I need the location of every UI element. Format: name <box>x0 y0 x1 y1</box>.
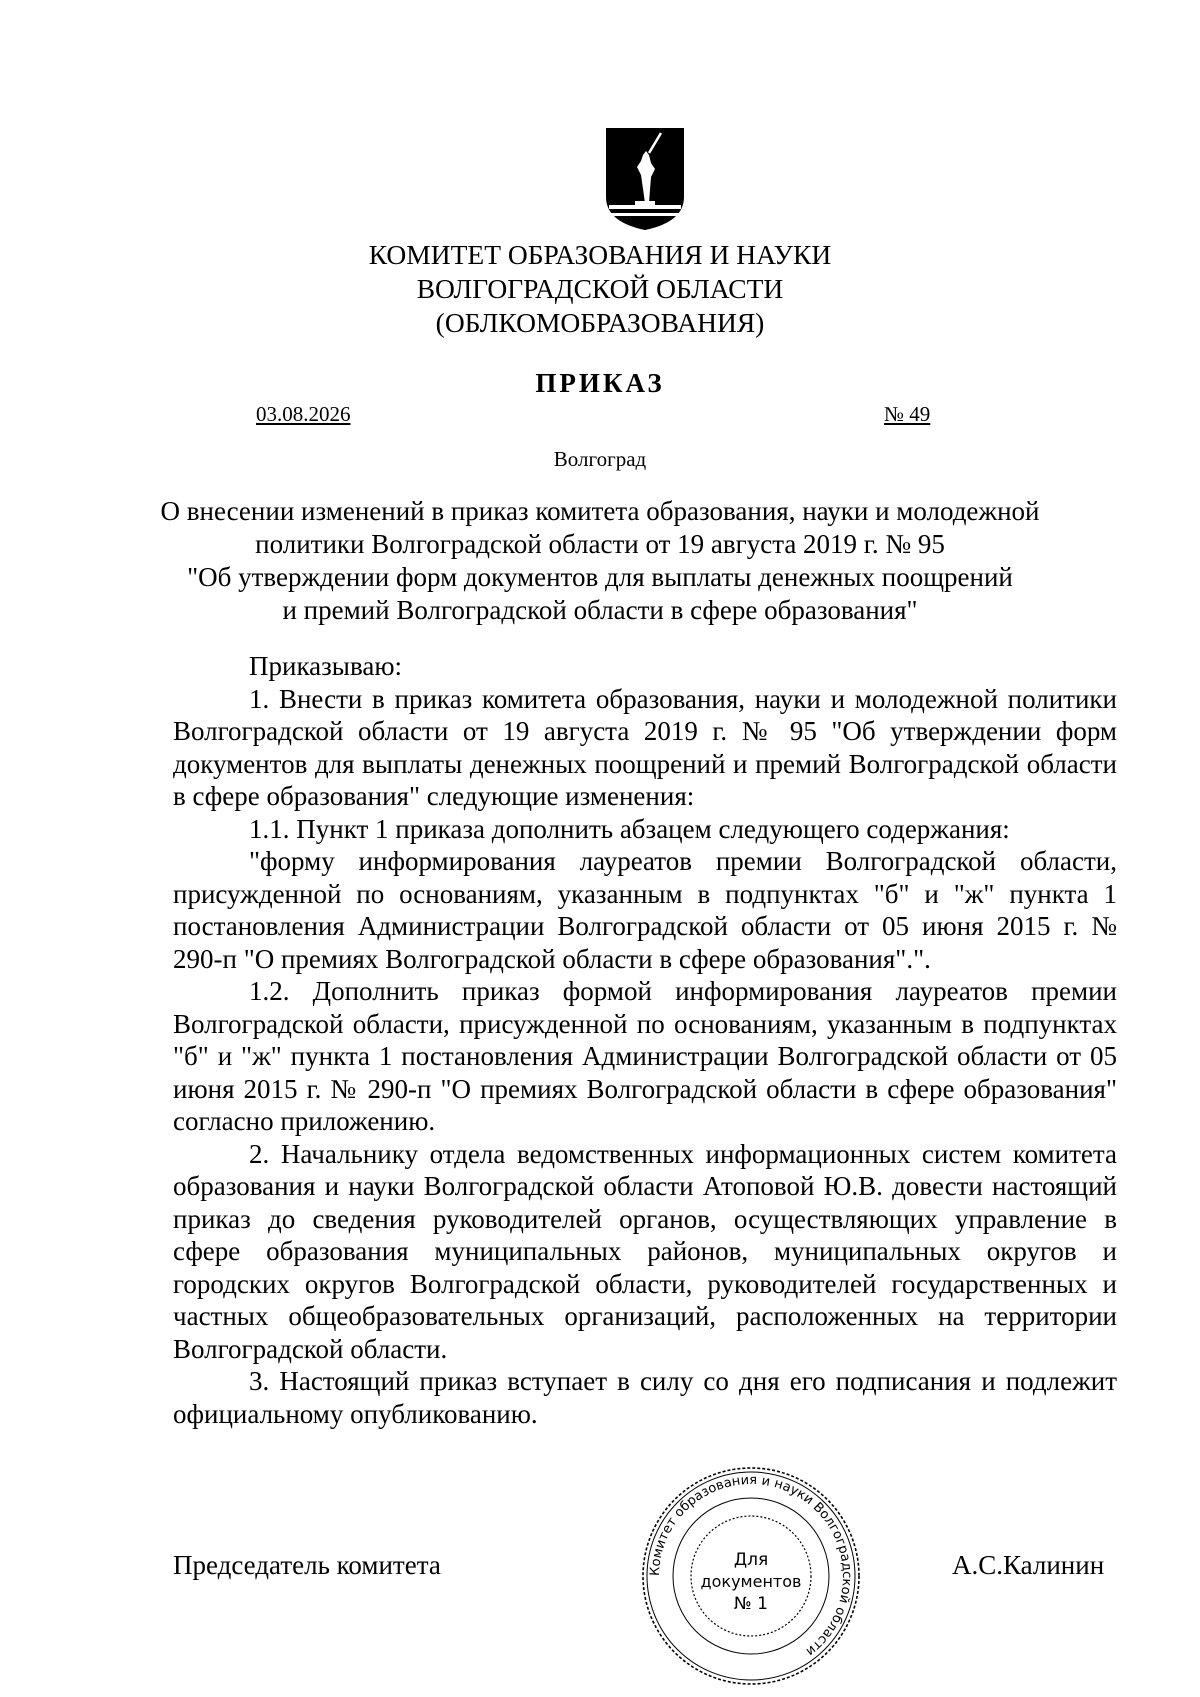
coat-of-arms-icon <box>605 127 685 231</box>
paragraph-order-intro: Приказываю: <box>249 651 402 681</box>
paragraph-2: 2. Начальнику отдела ведомственных информационных систем комитета образования и науки Волгоградской области Атоповой Ю.В. довести настоящий приказ до сведения руководителей органов, осуществляющих управление в сфере образования муниципальных районов, муниципальных округов и городских округов Волгоградской области, руководителей государственных и частных общеобразовательных организаций, расположенных на территории Волгоградской области. <box>173 1138 1117 1364</box>
document-type-title: ПРИКАЗ <box>535 368 665 398</box>
document-body <box>173 650 1117 1430</box>
stamp-center-line-1: Для <box>733 1550 769 1570</box>
org-line-2: ВОЛГОГРАДСКОЙ ОБЛАСТИ <box>416 273 784 304</box>
paragraph-3: 3. Настоящий приказ вступает в силу со дня его подписания и подлежит официальному опубликованию. <box>173 1366 1117 1429</box>
stamp-ring-text: Комитет образования и науки Волгоградской области <box>647 1472 855 1659</box>
document-subject <box>0 495 1200 627</box>
document-number: № 49 <box>884 402 931 426</box>
org-line-1: КОМИТЕТ ОБРАЗОВАНИЯ И НАУКИ <box>368 239 832 270</box>
subject-line-2: политики Волгоградской области от 19 августа 2019 г. № 95 <box>255 529 945 559</box>
signatory-name: А.С.Калинин <box>952 1550 1105 1580</box>
stamp-center-line-2: документов <box>700 1572 802 1591</box>
subject-line-3: "Об утверждении форм документов для выплаты денежных поощрений <box>187 562 1013 592</box>
paragraph-1: 1. Внести в приказ комитета образования, науки и молодежной политики Волгоградской области от 19 августа 2019 г. № 95 "Об утверждении форм документов для выплаты денежных поощрений и премий Волгоградской области в сфере образования" следующие изменения: <box>173 683 1117 811</box>
org-line-3: (ОБЛКОМОБРАЗОВАНИЯ) <box>435 307 765 338</box>
document-city: Волгоград <box>553 447 647 471</box>
document-date: 03.08.2026 <box>256 402 351 426</box>
paragraph-1-2: 1.2. Дополнить приказ формой информирования лауреатов премии Волгоградской области, присужденной по основаниям, указанным в подпунктах "б" и "ж" пункта 1 постановления Администрации Волгоградской области от 05 июня 2015 г. № 290-п "О премиях Волгоградской области в сфере образования" согласно приложению. <box>173 976 1117 1136</box>
paragraph-quote: "форму информирования лауреатов премии Волгоградской области, присужденной по основаниям, указанным в подпунктах "б" и "ж" пункта 1 постановления Администрации Волгоградской области от 05 июня 2015 г. № 290-п "О премиях Волгоградской области в сфере образования".". <box>173 846 1117 974</box>
signatory-position: Председатель комитета <box>173 1550 441 1580</box>
paragraph-1-1: 1.1. Пункт 1 приказа дополнить абзацем следующего содержания: <box>249 813 1010 844</box>
organization-name <box>0 238 1200 340</box>
official-stamp <box>638 1463 864 1689</box>
subject-line-4: и премий Волгоградской области в сфере образования" <box>282 595 918 625</box>
stamp-center-line-3: № 1 <box>734 1594 768 1614</box>
subject-line-1: О внесении изменений в приказ комитета образования, науки и молодежной <box>160 496 1040 526</box>
